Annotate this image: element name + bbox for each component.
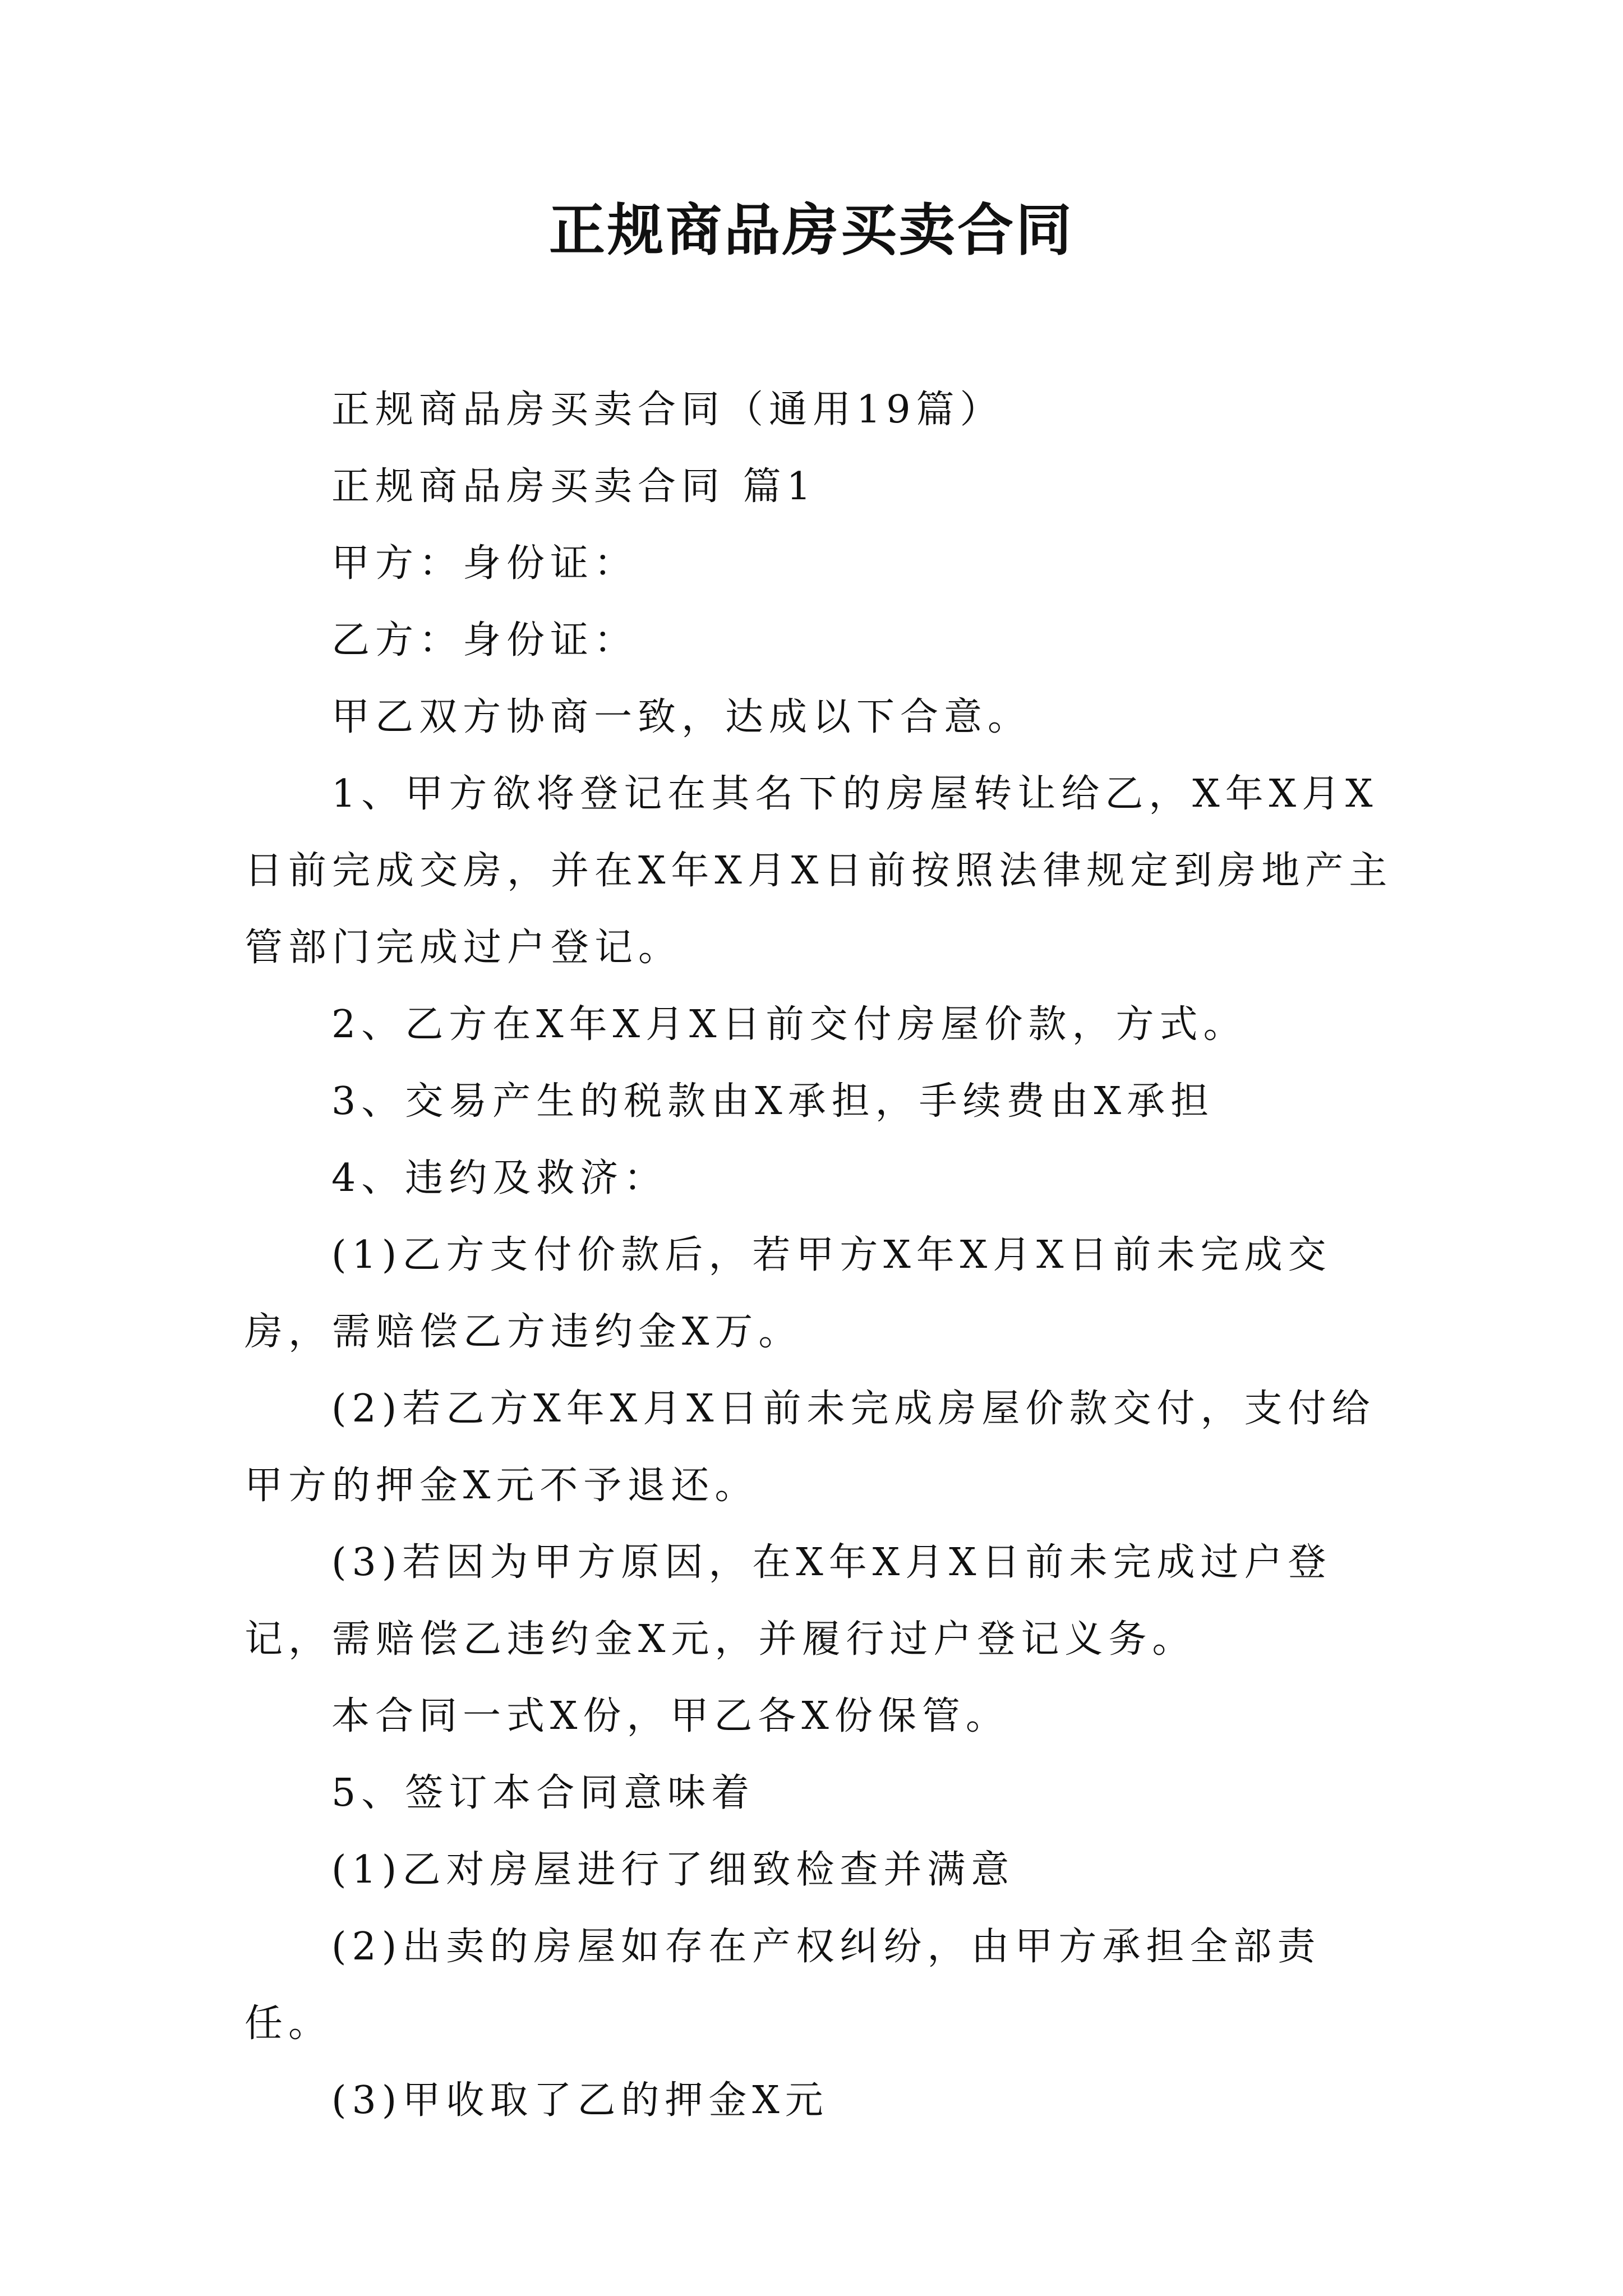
paragraph-clause-2: 2、乙方在X年X月X日前交付房屋价款，方式。 [331,1002,1247,1047]
paragraph-clause-5: 5、签订本合同意味着 [331,1771,755,1815]
document-title: 正规商品房买卖合同 [549,197,1074,263]
paragraph-clause-5-2: (2)出卖的房屋如存在产权纠纷，由甲方承担全部责任。 [245,1925,1321,2046]
paragraph-clause-4-1: (1)乙方支付价款后，若甲方X年X月X日前未完成交房，需赔偿乙方违约金X万。 [245,1233,1332,1354]
paragraph-clause-4: 4、违约及救济： [331,1156,668,1200]
paragraph-copies: 本合同一式X份，甲乙各X份保管。 [331,1694,1009,1738]
paragraph-party-a: 甲方：身份证： [331,541,638,586]
paragraph-clause-5-1: (1)乙对房屋进行了细致检查并满意 [331,1848,1015,1892]
paragraph-clause-5-3: (3)甲收取了乙的押金X元 [331,2078,829,2123]
paragraph-agreement: 甲乙双方协商一致，达成以下合意。 [331,695,1032,739]
paragraph-clause-4-2: (2)若乙方X年X月X日前未完成房屋价款交付，支付给甲方的押金X元不予退还。 [245,1387,1376,1508]
paragraph-party-b: 乙方：身份证： [331,618,638,662]
paragraph-section-heading: 正规商品房买卖合同 篇1 [331,464,817,509]
paragraph-subtitle: 正规商品房买卖合同（通用19篇） [331,388,1004,432]
paragraph-clause-3: 3、交易产生的税款由X承担，手续费由X承担 [331,1079,1215,1124]
paragraph-clause-1: 1、甲方欲将登记在其名下的房屋转让给乙，X年X月X日前完成交房，并在X年X月X日前按照法律规定到房地产主管部门完成过户登记。 [245,772,1393,970]
document-body [245,371,1394,2139]
paragraph-clause-4-3: (3)若因为甲方原因，在X年X月X日前未完成过户登记，需赔偿乙违约金X元，并履行过户登记义务。 [245,1540,1332,1662]
